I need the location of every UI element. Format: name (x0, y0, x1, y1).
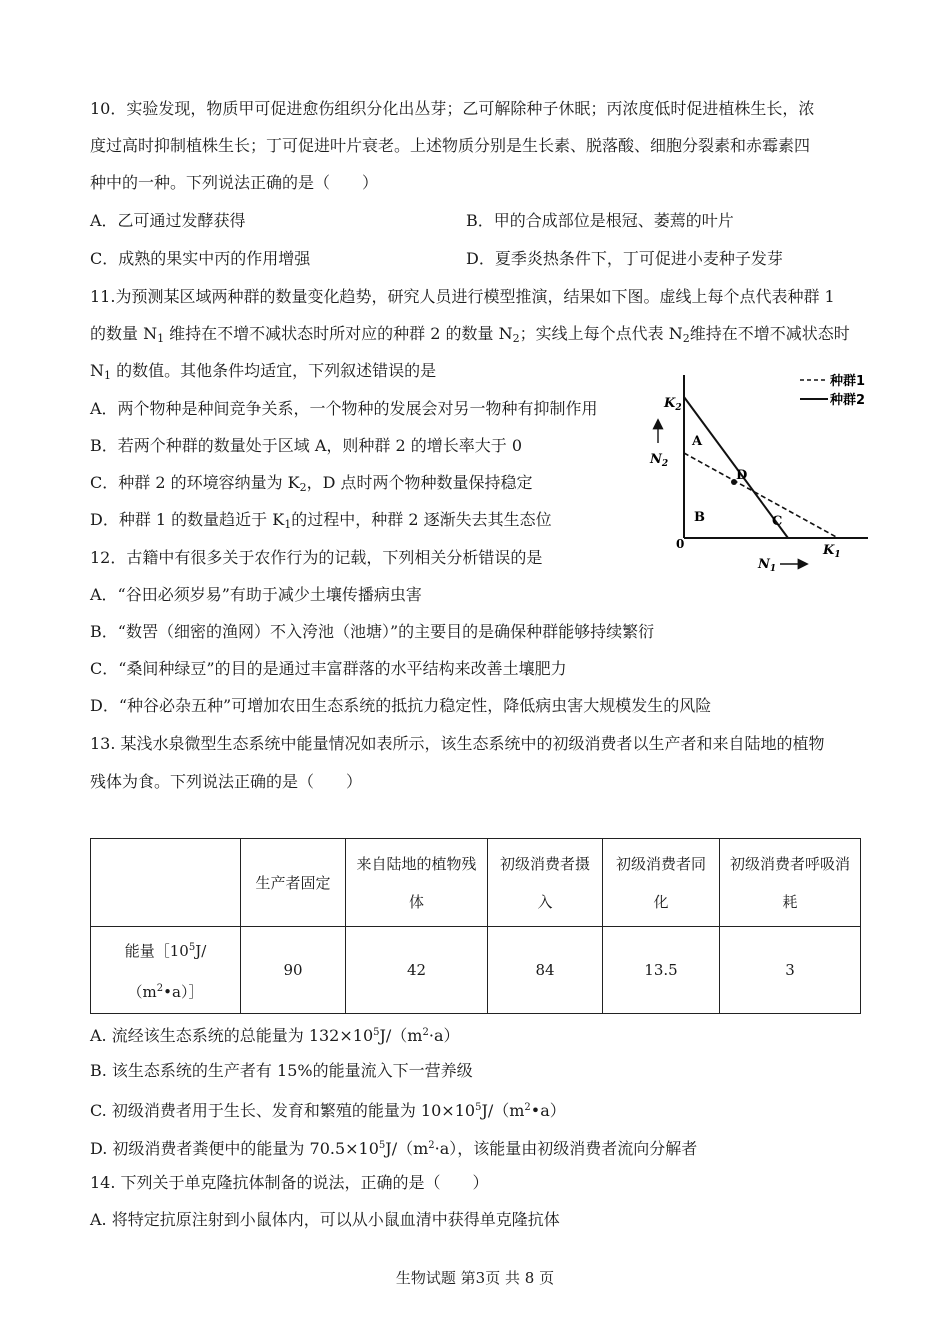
table-header-cell: 初级消费者呼吸消耗 (720, 839, 861, 927)
q11-option-b: B．若两个种群的数量处于区域 A，则种群 2 的增长率大于 0 (90, 436, 523, 455)
table-header-cell: 生产者固定 (241, 839, 346, 927)
q10-option-c: C．成熟的果实中丙的作用增强 (90, 249, 311, 268)
region-a-label: A (692, 434, 703, 449)
legend-species-1: 种群1 (830, 374, 866, 389)
region-c-label: C (772, 514, 783, 529)
q10-option-b: B．甲的合成部位是根冠、萎蔫的叶片 (466, 211, 734, 230)
q12-stem: 12．古籍中有很多关于农作行为的记载，下列相关分析错误的是 (90, 548, 543, 567)
q11-option-d: D．种群 1 的数量趋近于 $K_1$的过程中，种群 2 逐渐失去其生态位 (90, 510, 552, 531)
origin-label: 0 (676, 537, 685, 551)
point-d-label: D (736, 468, 748, 483)
q11-stem-line3: $N_1$ 的数值。其他条件均适宜，下列叙述错误的是 (90, 361, 437, 382)
q12-option-d: D．“种谷必杂五种”可增加农田生态系统的抵抗力稳定性，降低病虫害大规模发生的风险 (90, 696, 712, 715)
table-cell: 42 (346, 927, 488, 1014)
row-label-cell: 能量$[10^5J/$ $(m^2•a)]$ (91, 927, 241, 1014)
k1-label: $K_1$ (823, 543, 841, 560)
table-header-cell (91, 839, 241, 927)
n2-label: $N_2$ (650, 452, 669, 469)
q11-stem-line1: 11.为预测某区域两种群的数量变化趋势，研究人员进行模型推演，结果如下图。虚线上每个点代表种群 1 (90, 287, 835, 306)
k2-label: $K_2$ (664, 396, 682, 413)
q10-option-a: A．乙可通过发酵获得 (90, 211, 246, 230)
table-row (91, 927, 861, 1014)
q13-option-d: D. 初级消费者粪便中的能量为 $70.5\times 10^5J/(m^2\cdot a)$，该能量由初级消费者流向分解者 (90, 1139, 698, 1158)
q10-stem-line2: 度过高时抑制植株生长；丁可促进叶片衰老。上述物质分别是生长素、脱落酸、细胞分裂素和赤霉素四 (90, 136, 811, 155)
n1-label: $N_1$ (758, 557, 777, 574)
q10-option-d: D．夏季炎热条件下，丁可促进小麦种子发芽 (466, 249, 783, 268)
q13-option-a: A. 流经该生态系统的总能量为 $132\times 10^5J/(m^2\cdot a)$ (90, 1026, 460, 1045)
table-cell: 13.5 (603, 927, 720, 1014)
legend-species-2: 种群2 (830, 393, 866, 408)
table-header-cell: 初级消费者同化 (603, 839, 720, 927)
table-header-cell: 来自陆地的植物残体 (346, 839, 488, 927)
table-cell: 90 (241, 927, 346, 1014)
table-cell: 84 (488, 927, 603, 1014)
q12-option-b: B．“数罟（细密的渔网）不入洿池（池塘）”的主要目的是确保种群能够持续繁衍 (90, 622, 655, 641)
q10-stem-line1: 10．实验发现，物质甲可促进愈伤组织分化出丛芽；乙可解除种子休眠；丙浓度低时促进植株生长，浓 (90, 99, 815, 118)
q13-option-c: C. 初级消费者用于生长、发育和繁殖的能量为 $10\times 10^5J/(m^2•a)$ (90, 1101, 566, 1120)
q12-option-c: C．“桑间种绿豆”的目的是通过丰富群落的水平结构来改善土壤肥力 (90, 659, 567, 678)
q11-stem-line2: 的数量 $N_1$ 维持在不增不减状态时所对应的种群 2 的数量 $N_2$；实线上每个点代表 $N_2$维持在不增不减状态时 (90, 324, 850, 345)
table-header-cell: 初级消费者摄入 (488, 839, 603, 927)
q13-option-b: B. 该生态系统的生产者有 15%的能量流入下一营养级 (90, 1061, 473, 1080)
q13-stem-line2: 残体为食。下列说法正确的是（ ） (90, 772, 363, 791)
region-b-label: B (694, 510, 705, 525)
species-1-line (684, 453, 838, 538)
q12-option-a: A．“谷田必须岁易”有助于减少土壤传播病虫害 (90, 585, 422, 604)
q11-option-c: C．种群 2 的环境容纳量为 $K_2$，D 点时两个物种数量保持稳定 (90, 473, 533, 494)
q10-stem-line3: 种中的一种。下列说法正确的是（ ） (90, 173, 379, 192)
table-header-row (91, 839, 861, 927)
page-footer: 生物试题 第3页 共 8 页 (395, 1269, 555, 1287)
q14-option-a: A. 将特定抗原注射到小鼠体内，可以从小鼠血清中获得单克隆抗体 (90, 1210, 560, 1229)
population-model-graph (640, 365, 880, 575)
q11-option-a: A．两个物种是种间竞争关系，一个物种的发展会对另一物种有抑制作用 (90, 399, 598, 418)
q14-stem: 14. 下列关于单克隆抗体制备的说法，正确的是（ ） (90, 1173, 489, 1192)
table-cell: 3 (720, 927, 861, 1014)
energy-table (90, 838, 861, 1014)
q13-stem-line1: 13. 某浅水泉微型生态系统中能量情况如表所示，该生态系统中的初级消费者以生产者和来自陆地的植物 (90, 734, 825, 753)
